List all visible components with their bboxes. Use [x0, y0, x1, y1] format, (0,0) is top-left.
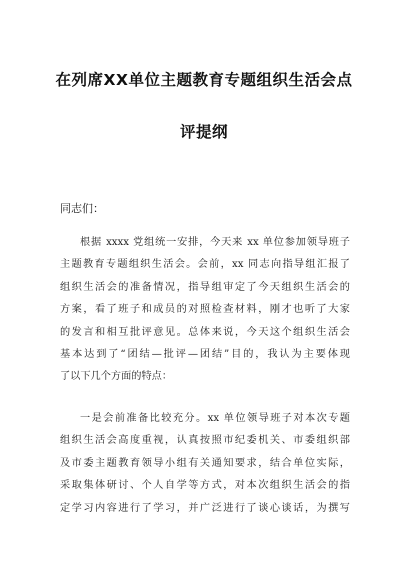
paragraph-line: 的发言和相互批评意见。总体来说，今天这个组织生活会: [60, 326, 350, 338]
document-title-line-1: 在列席XX单位主题教育专题组织生活会点: [55, 71, 353, 89]
paragraph-line: 定学习内容进行了学习，并广泛进行了谈心谈话，为撰写: [60, 502, 350, 514]
paragraph-line: 及市委主题教育领导小组有关通知要求，结合单位实际，: [60, 457, 350, 469]
paragraph-line: 基本达到了“团结—批评—团结”目的，我认为主要体现: [60, 348, 350, 360]
paragraph-line: 了以下几个方面的特点：: [60, 371, 173, 383]
paragraph-line: 采取集体研讨、个人自学等方式，对本次组织生活会的指: [60, 480, 350, 492]
paragraph-2: [60, 408, 350, 520]
paragraph-line: 主题教育专题组织生活会。会前，xx 同志向指导组汇报了: [60, 259, 350, 271]
document-title-line-2: 评提纲: [179, 123, 228, 141]
paragraph-line: 方案，看了班子和成员的对照检查材料，刚才也听了大家: [60, 304, 350, 316]
paragraph-line: 组织生活会高度重视，认真按照市纪委机关、市委组织部: [60, 435, 350, 447]
paragraph-1: [60, 232, 350, 389]
salutation: 同志们：: [60, 202, 104, 215]
paragraph-line: 组织生活会的准备情况，指导组审定了今天组织生活会的: [60, 281, 350, 293]
paragraph-line: 根据 xxxx 党组统一安排，今天来 xx 单位参加领导班子: [80, 237, 350, 248]
paragraph-line: 一是会前准备比较充分。xx 单位领导班子对本次专题: [80, 413, 350, 424]
